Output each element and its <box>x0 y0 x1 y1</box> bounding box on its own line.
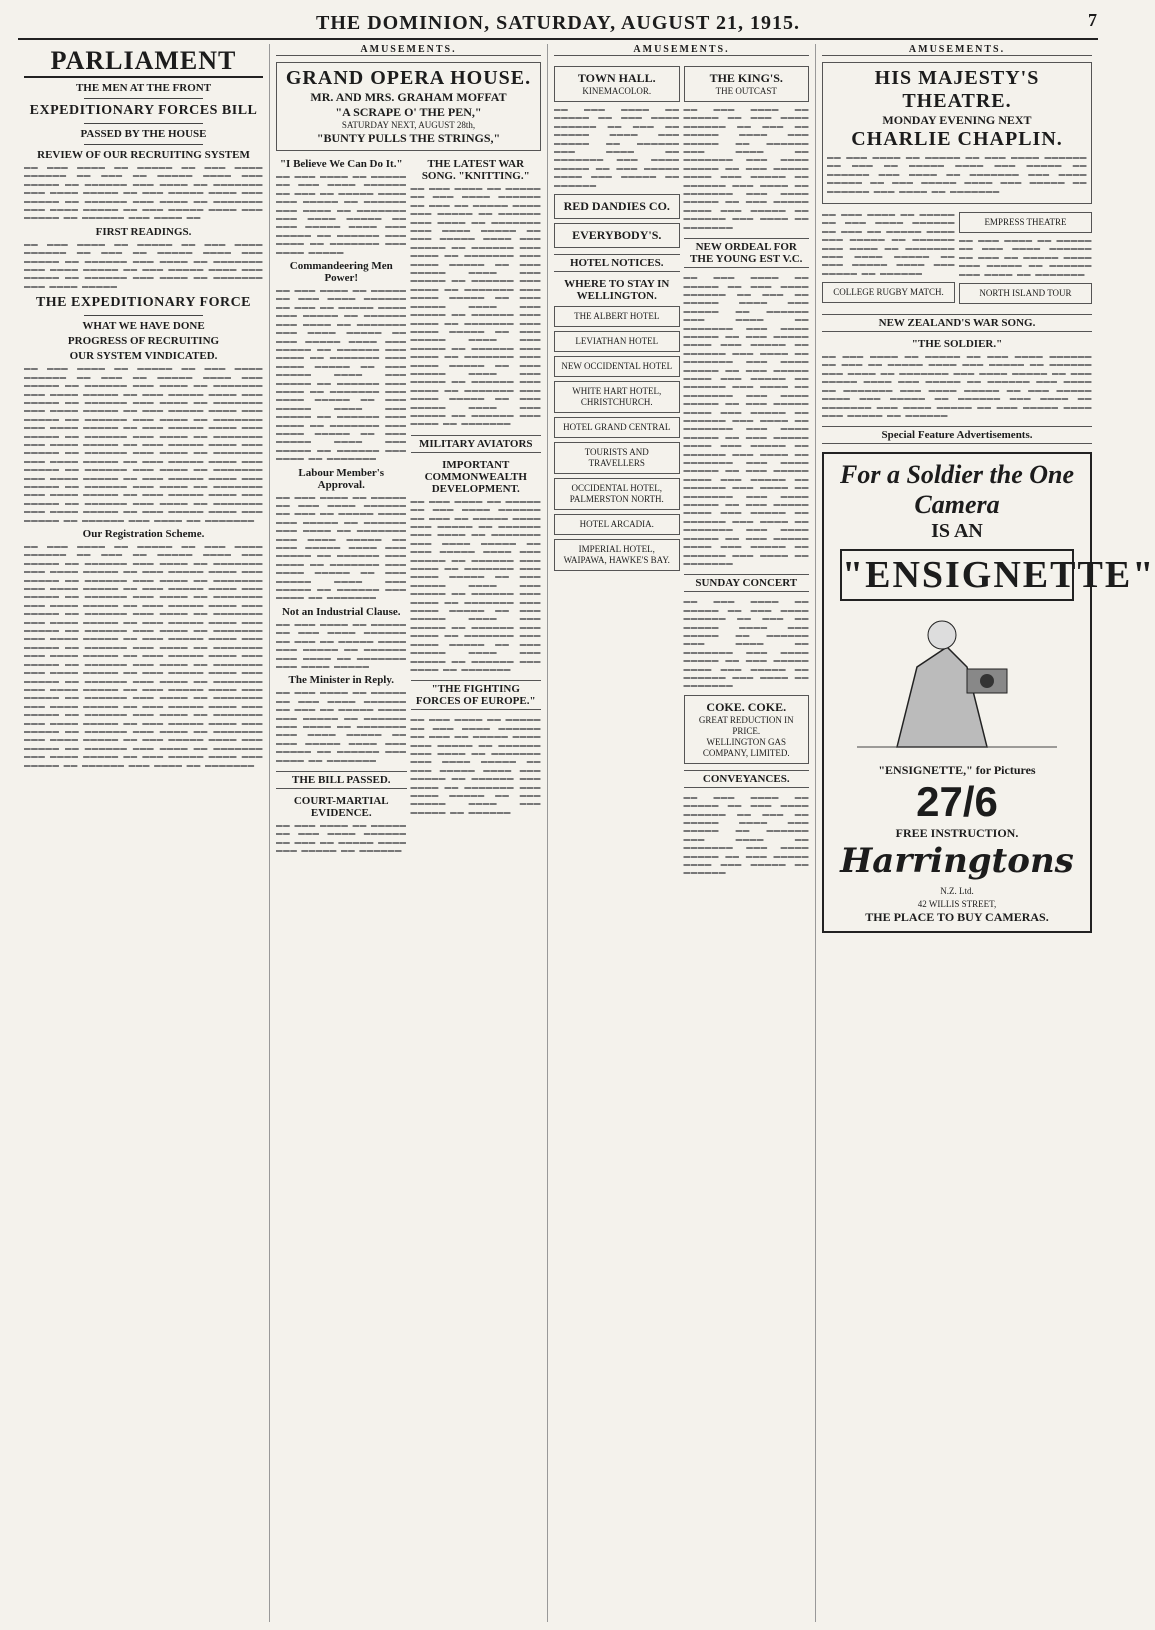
hotel-ad <box>554 539 680 571</box>
majestys-theatre: HIS MAJESTY'S THEATRE. <box>874 67 1040 112</box>
majestys-ad <box>822 62 1092 204</box>
grand-central-hotel: HOTEL GRAND CENTRAL <box>563 422 671 433</box>
camera-illustration-icon <box>837 607 1077 757</box>
column-amusements-1 <box>270 44 548 1622</box>
column-amusements-2 <box>548 44 816 1622</box>
commandeering-heading: Commandeering Men Power! <box>289 260 393 285</box>
article-body: ▬▬ ▬▬▬ ▬▬▬▬ ▬▬ ▬▬▬▬▬ ▬▬ ▬▬▬ ▬▬▬▬ ▬▬▬▬▬▬ ▬▬ ▬▬▬ ▬▬ ▬▬▬▬▬ ▬▬▬▬ ▬▬▬ ▬▬▬▬▬ ▬▬ ▬▬▬▬▬▬ ▬▬▬ ▬▬▬▬ ▬▬ ▬▬▬▬▬▬▬ ▬▬▬ ▬▬▬▬ ▬▬▬▬▬ ▬▬ ▬▬▬ ▬▬▬▬▬ ▬▬▬▬ ▬▬▬ ▬▬▬▬▬ ▬▬ ▬▬▬▬▬▬ ▬▬▬ ▬▬▬▬ ▬▬ ▬▬▬▬▬▬▬ ▬▬▬ ▬▬▬▬ ▬▬▬▬▬ <box>24 240 263 290</box>
section-label: AMUSEMENTS. <box>554 44 809 56</box>
red-dandies: RED DANDIES CO. <box>563 199 670 214</box>
hotel-ad <box>554 417 680 438</box>
passed-heading: PASSED BY THE HOUSE <box>80 128 207 140</box>
coke-title: COKE. COKE. <box>706 699 787 714</box>
divider <box>84 123 204 124</box>
war-song-title: NEW ZEALAND'S WAR SONG. <box>822 314 1092 332</box>
arcadia-hotel: HOTEL ARCADIA. <box>579 519 654 530</box>
article-body: ▬▬ ▬▬▬ ▬▬▬▬ ▬▬ ▬▬▬▬▬ ▬▬ ▬▬▬ ▬▬▬▬ ▬▬▬▬▬▬ ▬▬ ▬▬▬ ▬▬ ▬▬▬▬▬ ▬▬▬▬ ▬▬▬ ▬▬▬▬▬ ▬▬ ▬▬▬▬▬▬ <box>276 821 407 855</box>
play-title-2: "BUNTY PULLS THE STRINGS," <box>316 131 501 145</box>
bill-heading: EXPEDITIONARY FORCES BILL <box>29 103 258 118</box>
address: 42 WILLIS STREET, <box>917 899 997 910</box>
ad-body: ▬▬ ▬▬▬ ▬▬▬▬ ▬▬ ▬▬▬▬▬ ▬▬ ▬▬▬ ▬▬▬▬ ▬▬▬▬▬▬ ▬▬ ▬▬▬ ▬▬ ▬▬▬▬▬ ▬▬▬▬ ▬▬▬ ▬▬▬▬▬ ▬▬ ▬▬▬▬▬▬ ▬▬▬ ▬▬▬▬ ▬▬ ▬▬▬▬▬▬▬ ▬▬▬ ▬▬▬▬ ▬▬▬▬▬ ▬▬ ▬▬▬ ▬▬▬▬▬ ▬▬▬▬ ▬▬▬ ▬▬▬▬▬ ▬▬ ▬▬▬▬▬▬ <box>683 793 809 877</box>
empress-ad <box>959 212 1092 233</box>
two-column-ads <box>554 62 809 881</box>
occidental-hotel: NEW OCCIDENTAL HOTEL <box>561 361 673 372</box>
bill-passed-heading: THE BILL PASSED. <box>276 771 407 789</box>
hotel-ad <box>554 331 680 352</box>
coke-ad <box>684 695 810 764</box>
monday-next: MONDAY EVENING NEXT <box>882 113 1032 127</box>
believe-heading: "I Believe We Can Do It." <box>279 158 403 170</box>
hotel-ad <box>554 306 680 327</box>
brand-suffix: N.Z. Ltd. <box>940 886 974 897</box>
kings: THE KING'S. <box>709 71 783 85</box>
town-hall-ad <box>554 66 680 102</box>
everybodys-ad <box>554 223 680 248</box>
masthead-title: THE DOMINION, SATURDAY, AUGUST 21, 1915. <box>316 11 800 34</box>
ad-body: ▬▬ ▬▬▬ ▬▬▬▬ ▬▬ ▬▬▬▬▬ ▬▬ ▬▬▬ ▬▬▬▬ ▬▬▬▬▬▬ ▬▬ ▬▬▬ ▬▬ ▬▬▬▬▬ ▬▬▬▬ ▬▬▬ ▬▬▬▬▬ ▬▬ ▬▬▬▬▬▬ ▬▬▬ ▬▬▬▬ ▬▬ ▬▬▬▬▬▬▬ <box>959 237 1092 278</box>
progress-heading: PROGRESS OF RECRUITING <box>67 335 220 348</box>
exp-force-heading: THE EXPEDITIONARY FORCE <box>35 295 252 311</box>
article-body: ▬▬ ▬▬▬ ▬▬▬▬ ▬▬ ▬▬▬▬▬ ▬▬ ▬▬▬ ▬▬▬▬ ▬▬▬▬▬▬ ▬▬ ▬▬▬ ▬▬ ▬▬▬▬▬ ▬▬▬▬ ▬▬▬ ▬▬▬▬▬ ▬▬ ▬▬▬▬▬▬ ▬▬▬ ▬▬▬▬ ▬▬ ▬▬▬▬▬▬▬ ▬▬▬ ▬▬▬▬ ▬▬▬▬▬ ▬▬ ▬▬▬ ▬▬▬▬▬ ▬▬▬▬ ▬▬▬ ▬▬▬▬▬ ▬▬ ▬▬▬▬▬▬ ▬▬▬ ▬▬▬▬ ▬▬ ▬▬▬▬▬▬▬ ▬▬▬ ▬▬▬▬ ▬▬▬▬▬ <box>276 173 407 256</box>
section-label: AMUSEMENTS. <box>822 44 1092 56</box>
what-done-heading: WHAT WE HAVE DONE <box>82 320 205 333</box>
hotel-ad <box>554 356 680 377</box>
ad-body: ▬▬ ▬▬▬ ▬▬▬▬ ▬▬ ▬▬▬▬▬ ▬▬ ▬▬▬ ▬▬▬▬ ▬▬▬▬▬▬ ▬▬ ▬▬▬ ▬▬ ▬▬▬▬▬ ▬▬▬▬ ▬▬▬ ▬▬▬▬▬ ▬▬ ▬▬▬▬▬▬ ▬▬▬ ▬▬▬▬ ▬▬ ▬▬▬▬▬▬▬ ▬▬▬ ▬▬▬▬ ▬▬▬▬▬ ▬▬ ▬▬▬ ▬▬▬▬▬ ▬▬▬▬ ▬▬▬ ▬▬▬▬▬ ▬▬ ▬▬▬▬▬▬ <box>554 106 680 189</box>
price: 27/6 <box>916 778 998 826</box>
town-hall: TOWN HALL. <box>577 71 656 85</box>
kings-ad <box>684 66 810 102</box>
ad-body: ▬▬ ▬▬▬ ▬▬▬▬ ▬▬ ▬▬▬▬▬ ▬▬ ▬▬▬ ▬▬▬▬ ▬▬▬▬▬▬ ▬▬ ▬▬▬ ▬▬ ▬▬▬▬▬ ▬▬▬▬ ▬▬▬ ▬▬▬▬▬ ▬▬ ▬▬▬▬▬▬ ▬▬▬ ▬▬▬▬ ▬▬ ▬▬▬▬▬▬▬ ▬▬▬ ▬▬▬▬ ▬▬▬▬▬ ▬▬ ▬▬▬ ▬▬▬▬▬ ▬▬▬▬ ▬▬▬ ▬▬▬▬▬ ▬▬ ▬▬▬▬▬▬ ▬▬▬ ▬▬▬▬ ▬▬ ▬▬▬▬▬▬▬ <box>827 154 1087 195</box>
kicker: THE MEN AT THE FRONT <box>75 82 212 94</box>
slogan: THE PLACE TO BUY CAMERAS. <box>865 910 1049 925</box>
page-number: 7 <box>1088 10 1098 30</box>
article-body: ▬▬ ▬▬▬ ▬▬▬▬ ▬▬ ▬▬▬▬▬ ▬▬ ▬▬▬ ▬▬▬▬ ▬▬▬▬▬▬ ▬▬ ▬▬▬ ▬▬ ▬▬▬▬▬ ▬▬▬▬ ▬▬▬ ▬▬▬▬▬ ▬▬ ▬▬▬▬▬▬ ▬▬▬ ▬▬▬▬ ▬▬ ▬▬▬▬▬▬▬ ▬▬▬ ▬▬▬▬ ▬▬▬▬▬ ▬▬ ▬▬▬ ▬▬▬▬▬ ▬▬▬▬ ▬▬▬ ▬▬▬▬▬ ▬▬ ▬▬▬▬▬▬ ▬▬▬ ▬▬▬▬ ▬▬ ▬▬▬▬▬▬▬ ▬▬▬ ▬▬▬▬ ▬▬▬▬▬ ▬▬ ▬▬▬ ▬▬▬▬▬ ▬▬▬▬ ▬▬▬ ▬▬▬▬▬ ▬▬ ▬▬▬▬▬▬ <box>410 716 541 816</box>
coke-line: GREAT REDUCTION IN PRICE. <box>698 714 794 736</box>
ad-body: ▬▬ ▬▬▬ ▬▬▬▬ ▬▬ ▬▬▬▬▬ ▬▬ ▬▬▬ ▬▬▬▬ ▬▬▬▬▬▬ ▬▬ ▬▬▬ ▬▬ ▬▬▬▬▬ ▬▬▬▬ ▬▬▬ ▬▬▬▬▬ ▬▬ ▬▬▬▬▬▬ ▬▬▬ ▬▬▬▬ ▬▬ ▬▬▬▬▬▬▬ ▬▬▬ ▬▬▬▬ ▬▬▬▬▬ ▬▬ ▬▬▬ ▬▬▬▬▬ ▬▬▬▬ ▬▬▬ ▬▬▬▬▬ ▬▬ ▬▬▬▬▬▬ ▬▬▬ ▬▬▬▬ ▬▬ ▬▬▬▬▬▬▬ ▬▬▬ ▬▬▬▬ ▬▬▬▬▬ ▬▬ ▬▬▬ ▬▬▬▬▬ ▬▬▬▬ ▬▬▬ ▬▬▬▬▬ ▬▬ ▬▬▬▬▬▬ ▬▬▬ ▬▬▬▬ ▬▬ ▬▬▬▬▬▬▬ <box>683 106 809 231</box>
kinemacolor: KINEMACOLOR. <box>582 86 652 96</box>
north-island-tour: NORTH ISLAND TOUR <box>979 288 1072 299</box>
article-body: ▬▬ ▬▬▬ ▬▬▬▬ ▬▬ ▬▬▬▬▬ ▬▬ ▬▬▬ ▬▬▬▬ ▬▬▬▬▬▬ ▬▬ ▬▬▬ ▬▬ ▬▬▬▬▬ ▬▬▬▬ ▬▬▬ ▬▬▬▬▬ ▬▬ ▬▬▬▬▬▬ ▬▬▬ ▬▬▬▬ ▬▬ ▬▬▬▬▬▬▬ ▬▬▬ ▬▬▬▬ ▬▬▬▬▬ ▬▬ ▬▬▬ ▬▬▬▬▬ ▬▬▬▬ ▬▬▬ ▬▬▬▬▬ ▬▬ ▬▬▬▬▬▬ ▬▬▬ ▬▬▬▬ ▬▬ ▬▬▬▬▬▬▬ ▬▬▬ ▬▬▬▬ ▬▬▬▬▬ ▬▬ ▬▬▬ ▬▬▬▬▬ ▬▬▬▬ ▬▬▬ ▬▬▬▬▬ ▬▬ ▬▬▬▬▬▬ ▬▬▬ ▬▬▬▬ ▬▬ ▬▬▬▬▬▬▬ ▬▬▬ ▬▬▬▬ ▬▬▬▬▬ ▬▬ ▬▬▬ ▬▬▬▬▬ ▬▬▬▬ ▬▬▬ ▬▬▬▬▬ ▬▬ ▬▬▬▬▬▬ ▬▬▬ ▬▬▬▬ ▬▬ ▬▬▬▬▬▬▬ ▬▬▬ ▬▬▬▬ ▬▬▬▬▬ ▬▬ ▬▬▬ ▬▬▬▬▬ ▬▬▬▬ ▬▬▬ ▬▬▬▬▬ ▬▬ ▬▬▬▬▬▬ ▬▬▬ ▬▬▬▬ ▬▬ ▬▬▬▬▬▬▬ ▬▬▬ ▬▬▬▬ ▬▬▬▬▬ ▬▬ ▬▬▬ ▬▬▬▬▬ ▬▬▬▬ ▬▬▬ ▬▬▬▬▬ ▬▬ ▬▬▬▬▬▬ ▬▬▬ ▬▬▬▬ ▬▬ ▬▬▬▬▬▬▬ ▬▬▬ ▬▬▬▬ ▬▬▬▬▬ ▬▬ ▬▬▬ ▬▬▬▬▬ ▬▬▬▬ ▬▬▬ ▬▬▬▬▬ ▬▬ ▬▬▬▬▬▬ ▬▬▬ ▬▬▬▬ ▬▬ ▬▬▬▬▬▬▬ <box>410 185 541 428</box>
article-body: ▬▬ ▬▬▬ ▬▬▬▬ ▬▬ ▬▬▬▬▬ ▬▬ ▬▬▬ ▬▬▬▬ ▬▬▬▬▬▬ ▬▬ ▬▬▬ ▬▬ ▬▬▬▬▬ ▬▬▬▬ ▬▬▬ ▬▬▬▬▬ ▬▬ ▬▬▬▬▬▬ ▬▬▬ ▬▬▬▬ ▬▬ ▬▬▬▬▬▬▬ ▬▬▬ ▬▬▬▬ ▬▬▬▬▬ ▬▬ ▬▬▬ ▬▬▬▬▬ ▬▬▬▬ ▬▬▬ ▬▬▬▬▬ ▬▬ ▬▬▬▬▬▬ ▬▬▬ ▬▬▬▬ ▬▬ ▬▬▬▬▬▬▬ ▬▬▬ ▬▬▬▬ ▬▬▬▬▬ ▬▬ ▬▬▬ ▬▬▬▬▬ ▬▬▬▬ ▬▬▬ ▬▬▬▬▬ ▬▬ ▬▬▬▬▬▬ ▬▬▬ ▬▬▬▬ ▬▬ ▬▬▬▬▬▬▬ ▬▬▬ ▬▬▬▬ ▬▬▬▬▬ ▬▬ ▬▬▬ ▬▬▬▬▬ ▬▬▬▬ ▬▬▬ ▬▬▬▬▬ ▬▬ ▬▬▬▬▬▬ ▬▬▬ ▬▬▬▬ ▬▬ ▬▬▬▬▬▬▬ ▬▬▬ ▬▬▬▬ ▬▬▬▬▬ ▬▬ ▬▬▬ ▬▬▬▬▬ ▬▬▬▬ ▬▬▬ ▬▬▬▬▬ ▬▬ ▬▬▬▬▬▬ ▬▬▬ ▬▬▬▬ ▬▬ ▬▬▬▬▬▬▬ ▬▬▬ ▬▬▬▬ ▬▬▬▬▬ ▬▬ ▬▬▬ ▬▬▬▬▬ ▬▬▬▬ ▬▬▬ ▬▬▬▬▬ ▬▬ ▬▬▬▬▬▬ ▬▬▬ ▬▬▬▬ ▬▬ ▬▬▬▬▬▬▬ ▬▬▬ ▬▬▬▬ ▬▬▬▬▬ ▬▬ ▬▬▬ ▬▬▬▬▬ ▬▬▬▬ ▬▬▬ ▬▬▬▬▬ ▬▬ ▬▬▬▬▬▬ ▬▬▬ ▬▬▬▬ ▬▬ ▬▬▬▬▬▬▬ ▬▬▬ ▬▬▬▬ ▬▬▬▬▬ ▬▬ ▬▬▬ ▬▬▬▬▬ ▬▬▬▬ ▬▬▬ ▬▬▬▬▬ ▬▬ ▬▬▬▬▬▬ ▬▬▬ ▬▬▬▬ ▬▬ ▬▬▬▬▬▬▬ ▬▬▬ ▬▬▬▬ ▬▬▬▬▬ ▬▬ ▬▬▬ ▬▬▬▬▬ ▬▬▬▬ ▬▬▬ ▬▬▬▬▬ ▬▬ ▬▬▬▬▬▬ ▬▬▬ ▬▬▬▬ ▬▬ ▬▬▬▬▬▬▬ ▬▬▬ ▬▬▬▬ ▬▬▬▬▬ ▬▬ ▬▬▬ ▬▬▬▬▬ ▬▬▬▬ ▬▬▬ ▬▬▬▬▬ ▬▬ ▬▬▬▬▬▬ ▬▬▬ ▬▬▬▬ ▬▬ ▬▬▬▬▬▬▬ ▬▬▬ ▬▬▬▬ ▬▬▬▬▬ ▬▬ ▬▬▬ ▬▬▬▬▬ ▬▬▬▬ ▬▬▬ ▬▬▬▬▬ ▬▬ ▬▬▬▬▬▬ ▬▬▬ ▬▬▬▬ ▬▬ ▬▬▬▬▬▬▬ ▬▬▬ ▬▬▬▬ ▬▬▬▬▬ ▬▬ ▬▬▬ ▬▬▬▬▬ ▬▬▬▬ ▬▬▬ ▬▬▬▬▬ ▬▬ ▬▬▬▬▬▬ ▬▬▬ ▬▬▬▬ ▬▬ ▬▬▬▬▬▬▬ ▬▬▬ ▬▬▬▬ ▬▬▬▬▬ ▬▬ ▬▬▬ ▬▬▬▬▬ ▬▬▬▬ ▬▬▬ ▬▬▬▬▬ ▬▬ ▬▬▬▬▬▬ ▬▬▬ ▬▬▬▬ ▬▬ ▬▬▬▬▬▬▬ <box>24 543 263 769</box>
special-heading: Special Feature Advertisements. <box>822 426 1092 444</box>
aviators-heading: MILITARY AVIATORS <box>411 435 542 453</box>
column-amusements-3 <box>816 44 1155 1622</box>
article-body: ▬▬ ▬▬▬ ▬▬▬▬ ▬▬ ▬▬▬▬▬ ▬▬ ▬▬▬ ▬▬▬▬ ▬▬▬▬▬▬ ▬▬ ▬▬▬ ▬▬ ▬▬▬▬▬ ▬▬▬▬ ▬▬▬ ▬▬▬▬▬ ▬▬ ▬▬▬▬▬▬ ▬▬▬ ▬▬▬▬ ▬▬ ▬▬▬▬▬▬▬ ▬▬▬ ▬▬▬▬ ▬▬▬▬▬ ▬▬ ▬▬▬ ▬▬▬▬▬ ▬▬▬▬ ▬▬▬ ▬▬▬▬▬ ▬▬ ▬▬▬▬▬▬ ▬▬▬ ▬▬▬▬ ▬▬ ▬▬▬▬▬▬▬ ▬▬▬ ▬▬▬▬ ▬▬▬▬▬ ▬▬ ▬▬▬ ▬▬▬▬▬ ▬▬▬▬ ▬▬▬ ▬▬▬▬▬ ▬▬ ▬▬▬▬▬▬ ▬▬▬ ▬▬▬▬ ▬▬ ▬▬▬▬▬▬▬ ▬▬▬ ▬▬▬▬ ▬▬▬▬▬ ▬▬ ▬▬▬ ▬▬▬▬▬ ▬▬▬▬ ▬▬▬ ▬▬▬▬▬ ▬▬ ▬▬▬▬▬▬ ▬▬▬ ▬▬▬▬ ▬▬ ▬▬▬▬▬▬▬ ▬▬▬ ▬▬▬▬ ▬▬▬▬▬ ▬▬ ▬▬▬ ▬▬▬▬▬ ▬▬▬▬ ▬▬▬ ▬▬▬▬▬ ▬▬ ▬▬▬▬▬▬ ▬▬▬ ▬▬▬▬ ▬▬ ▬▬▬▬▬▬▬ ▬▬▬ ▬▬▬▬ ▬▬▬▬▬ ▬▬ ▬▬▬ ▬▬▬▬▬ ▬▬▬▬ ▬▬▬ ▬▬▬▬▬ ▬▬ ▬▬▬▬▬▬ ▬▬▬ ▬▬▬▬ ▬▬ ▬▬▬▬▬▬▬ ▬▬▬ ▬▬▬▬ ▬▬▬▬▬ ▬▬ ▬▬▬ ▬▬▬▬▬ ▬▬▬▬ ▬▬▬ ▬▬▬▬▬ ▬▬ ▬▬▬▬▬▬ ▬▬▬ ▬▬▬▬ ▬▬ ▬▬▬▬▬▬▬ ▬▬▬ ▬▬▬▬ ▬▬▬▬▬ ▬▬ ▬▬▬ ▬▬▬▬▬ ▬▬▬▬ ▬▬▬ ▬▬▬▬▬ ▬▬ ▬▬▬▬▬▬ ▬▬▬ ▬▬▬▬ ▬▬ ▬▬▬▬▬▬▬ ▬▬▬ ▬▬▬▬ ▬▬▬▬▬ ▬▬ ▬▬▬ ▬▬▬▬▬ ▬▬▬▬ ▬▬▬ ▬▬▬▬▬ ▬▬ ▬▬▬▬▬▬ ▬▬▬ ▬▬▬▬ ▬▬ ▬▬▬▬▬▬▬ <box>24 365 263 524</box>
fighting-forces-heading: "THE FIGHTING FORCES OF EUROPE." <box>411 680 542 710</box>
tourists: TOURISTS AND TRAVELLERS <box>584 447 649 469</box>
labour-heading: Labour Member's Approval. <box>298 466 385 491</box>
article-body: ▬▬ ▬▬▬ ▬▬▬▬ ▬▬ ▬▬▬▬▬ ▬▬ ▬▬▬ ▬▬▬▬ ▬▬▬▬▬▬ ▬▬ ▬▬▬ ▬▬ ▬▬▬▬▬ ▬▬▬▬ ▬▬▬ ▬▬▬▬▬ ▬▬ ▬▬▬▬▬▬ ▬▬▬ ▬▬▬▬ ▬▬ ▬▬▬▬▬▬▬ ▬▬▬ ▬▬▬▬ ▬▬▬▬▬ ▬▬ ▬▬▬ ▬▬▬▬▬ ▬▬▬▬ ▬▬▬ ▬▬▬▬▬ ▬▬ ▬▬▬▬▬▬ ▬▬▬ ▬▬▬▬ ▬▬ ▬▬▬▬▬▬▬ <box>683 598 809 690</box>
article-body: ▬▬ ▬▬▬ ▬▬▬▬ ▬▬ ▬▬▬▬▬ ▬▬ ▬▬▬ ▬▬▬▬ ▬▬▬▬▬▬ ▬▬ ▬▬▬ ▬▬ ▬▬▬▬▬ ▬▬▬▬ ▬▬▬ ▬▬▬▬▬ ▬▬ ▬▬▬▬▬▬ ▬▬▬ ▬▬▬▬ ▬▬ ▬▬▬▬▬▬▬ ▬▬▬ ▬▬▬▬ ▬▬▬▬▬ ▬▬ ▬▬▬ ▬▬▬▬▬ ▬▬▬▬ ▬▬▬ ▬▬▬▬▬ ▬▬ ▬▬▬▬▬▬ ▬▬▬ ▬▬▬▬ ▬▬ ▬▬▬▬▬▬▬ ▬▬▬ ▬▬▬▬ ▬▬▬▬▬ ▬▬ ▬▬▬ ▬▬▬▬▬ ▬▬▬▬ ▬▬▬ ▬▬▬▬▬ ▬▬ ▬▬▬▬▬▬ ▬▬▬ ▬▬▬▬ ▬▬ ▬▬▬▬▬▬▬ ▬▬▬ ▬▬▬▬ ▬▬▬▬▬ ▬▬ ▬▬▬ ▬▬▬▬▬ ▬▬▬▬ ▬▬▬ ▬▬▬▬▬ ▬▬ ▬▬▬▬▬▬ ▬▬▬ ▬▬▬▬ ▬▬ ▬▬▬▬▬▬▬ ▬▬▬ ▬▬▬▬ ▬▬▬▬▬ ▬▬ ▬▬▬ ▬▬▬▬▬ ▬▬▬▬ ▬▬▬ ▬▬▬▬▬ ▬▬ ▬▬▬▬▬▬ ▬▬▬ ▬▬▬▬ ▬▬ ▬▬▬▬▬▬▬ <box>276 287 407 463</box>
red-dandies-ad <box>554 194 680 219</box>
college-match: COLLEGE RUGBY MATCH. <box>833 287 944 298</box>
first-readings-heading: FIRST READINGS. <box>95 225 192 238</box>
court-martial-heading: COURT-MARTIAL EVIDENCE. <box>293 794 389 819</box>
masthead <box>18 8 1098 40</box>
hotel-ad <box>554 478 680 510</box>
opera-house-ad <box>276 62 541 151</box>
hotel-ad <box>554 442 680 474</box>
article-body: ▬▬ ▬▬▬ ▬▬▬▬ ▬▬ ▬▬▬▬▬ ▬▬ ▬▬▬ ▬▬▬▬ ▬▬▬▬▬▬ ▬▬ ▬▬▬ ▬▬ ▬▬▬▬▬ ▬▬▬▬ ▬▬▬ ▬▬▬▬▬ ▬▬ ▬▬▬▬▬▬ ▬▬▬ ▬▬▬▬ ▬▬ ▬▬▬▬▬▬▬ ▬▬▬ ▬▬▬▬ ▬▬▬▬▬ ▬▬ ▬▬▬ ▬▬▬▬▬ ▬▬▬▬ ▬▬▬ ▬▬▬▬▬ ▬▬ ▬▬▬▬▬▬ ▬▬▬ ▬▬▬▬ ▬▬ ▬▬▬▬▬▬▬ ▬▬▬ ▬▬▬▬ ▬▬▬▬▬ ▬▬ ▬▬▬ ▬▬▬▬▬ ▬▬▬▬ ▬▬▬ ▬▬▬▬▬ ▬▬ ▬▬▬▬▬▬ ▬▬▬ ▬▬▬▬ ▬▬ <box>24 164 263 222</box>
imperial-hotel: IMPERIAL HOTEL, WAIPAWA, HAWKE'S BAY. <box>563 544 670 566</box>
empress-theatre: EMPRESS THEATRE <box>984 217 1067 228</box>
sunday-concert-heading: SUNDAY CONCERT <box>684 574 810 592</box>
ad-body: ▬▬ ▬▬▬ ▬▬▬▬ ▬▬ ▬▬▬▬▬ ▬▬ ▬▬▬ ▬▬▬▬ ▬▬▬▬▬▬ ▬▬ ▬▬▬ ▬▬ ▬▬▬▬▬ ▬▬▬▬ ▬▬▬ ▬▬▬▬▬ ▬▬ ▬▬▬▬▬▬ ▬▬▬ ▬▬▬▬ ▬▬ ▬▬▬▬▬▬▬ ▬▬▬ ▬▬▬▬ ▬▬▬▬▬ ▬▬ ▬▬▬ ▬▬▬▬▬ ▬▬▬▬ ▬▬▬ ▬▬▬▬▬ ▬▬ ▬▬▬▬▬▬ <box>822 211 955 277</box>
ensignette-logo: "ENSIGNETTE" <box>840 549 1074 601</box>
review-heading: REVIEW OF OUR RECRUITING SYSTEM <box>37 149 250 161</box>
north-island-ad <box>959 283 1092 304</box>
occidental-palmerston: OCCIDENTAL HOTEL, PALMERSTON NORTH. <box>569 483 664 505</box>
outcast: THE OUTCAST <box>715 86 777 96</box>
aviators-sub: IMPORTANT COMMONWEALTH DEVELOPMENT. <box>424 458 527 495</box>
registration-heading: Our Registration Scheme. <box>82 528 205 540</box>
college-ad <box>822 282 955 303</box>
war-song-heading: THE LATEST WAR SONG. "KNITTING." <box>421 158 530 182</box>
albert-hotel: THE ALBERT HOTEL <box>574 311 660 322</box>
section-label: AMUSEMENTS. <box>276 44 541 56</box>
ordeal-heading: NEW ORDEAL FOR THE YOUNG EST V.C. <box>684 238 810 268</box>
conveyances-heading: CONVEYANCES. <box>684 770 810 788</box>
everybodys: EVERYBODY'S. <box>572 228 662 243</box>
where-to-stay: WHERE TO STAY IN WELLINGTON. <box>564 278 670 303</box>
article-body: ▬▬ ▬▬▬ ▬▬▬▬ ▬▬ ▬▬▬▬▬ ▬▬ ▬▬▬ ▬▬▬▬ ▬▬▬▬▬▬ ▬▬ ▬▬▬ ▬▬ ▬▬▬▬▬ ▬▬▬▬ ▬▬▬ ▬▬▬▬▬ ▬▬ ▬▬▬▬▬▬ ▬▬▬ ▬▬▬▬ ▬▬ ▬▬▬▬▬▬▬ ▬▬▬ ▬▬▬▬ ▬▬▬▬▬ <box>276 620 407 670</box>
article-body: ▬▬ ▬▬▬ ▬▬▬▬ ▬▬ ▬▬▬▬▬ ▬▬ ▬▬▬ ▬▬▬▬ ▬▬▬▬▬▬ ▬▬ ▬▬▬ ▬▬ ▬▬▬▬▬ ▬▬▬▬ ▬▬▬ ▬▬▬▬▬ ▬▬ ▬▬▬▬▬▬ ▬▬▬ ▬▬▬▬ ▬▬ ▬▬▬▬▬▬▬ ▬▬▬ ▬▬▬▬ ▬▬▬▬▬ ▬▬ ▬▬▬ ▬▬▬▬▬ ▬▬▬▬ ▬▬▬ ▬▬▬▬▬ ▬▬ ▬▬▬▬▬▬ ▬▬▬ ▬▬▬▬ ▬▬ ▬▬▬▬▬▬▬ <box>276 689 407 764</box>
two-column-ads <box>822 208 1092 308</box>
divider <box>84 315 204 316</box>
harringtons-logo: Harringtons <box>840 841 1074 882</box>
play-date: SATURDAY NEXT, AUGUST 28th, <box>341 120 476 130</box>
theatre-name: GRAND OPERA HOUSE. <box>285 67 532 89</box>
hotel-ad <box>554 381 680 413</box>
divider <box>84 144 204 145</box>
play-title: "A SCRAPE O' THE PEN," <box>335 105 482 119</box>
article-body: ▬▬ ▬▬▬ ▬▬▬▬ ▬▬ ▬▬▬▬▬ ▬▬ ▬▬▬ ▬▬▬▬ ▬▬▬▬▬▬ ▬▬ ▬▬▬ ▬▬ ▬▬▬▬▬ ▬▬▬▬ ▬▬▬ ▬▬▬▬▬ ▬▬ ▬▬▬▬▬▬ ▬▬▬ ▬▬▬▬ ▬▬ ▬▬▬▬▬▬▬ ▬▬▬ ▬▬▬▬ ▬▬▬▬▬ ▬▬ ▬▬▬ ▬▬▬▬▬ ▬▬▬▬ ▬▬▬ ▬▬▬▬▬ ▬▬ ▬▬▬▬▬▬ ▬▬▬ ▬▬▬▬ ▬▬ ▬▬▬▬▬▬▬ ▬▬▬ ▬▬▬▬ ▬▬▬▬▬ ▬▬ ▬▬▬ ▬▬▬▬▬ ▬▬▬▬ ▬▬▬ ▬▬▬▬▬ ▬▬ ▬▬▬▬▬▬ ▬▬▬ ▬▬▬▬ ▬▬ ▬▬▬▬▬▬▬ <box>276 493 407 602</box>
hotel-notices-heading: HOTEL NOTICES. <box>554 254 680 272</box>
article-body: ▬▬ ▬▬▬ ▬▬▬▬ ▬▬ ▬▬▬▬▬ ▬▬ ▬▬▬ ▬▬▬▬ ▬▬▬▬▬▬ ▬▬ ▬▬▬ ▬▬ ▬▬▬▬▬ ▬▬▬▬ ▬▬▬ ▬▬▬▬▬ ▬▬ ▬▬▬▬▬▬ ▬▬▬ ▬▬▬▬ ▬▬ ▬▬▬▬▬▬▬ ▬▬▬ ▬▬▬▬ ▬▬▬▬▬ ▬▬ ▬▬▬ ▬▬▬▬▬ ▬▬▬▬ ▬▬▬ ▬▬▬▬▬ ▬▬ ▬▬▬▬▬▬ ▬▬▬ ▬▬▬▬ ▬▬ ▬▬▬▬▬▬▬ ▬▬▬ ▬▬▬▬ ▬▬▬▬▬ ▬▬ ▬▬▬ ▬▬▬▬▬ ▬▬▬▬ ▬▬▬ ▬▬▬▬▬ ▬▬ ▬▬▬▬▬▬ ▬▬▬ ▬▬▬▬ ▬▬ ▬▬▬▬▬▬▬ ▬▬▬ ▬▬▬▬ ▬▬▬▬▬ ▬▬ ▬▬▬ ▬▬▬▬▬ ▬▬▬▬ ▬▬▬ ▬▬▬▬▬ ▬▬ ▬▬▬▬▬▬ ▬▬▬ ▬▬▬▬ ▬▬ ▬▬▬▬▬▬▬ ▬▬▬ ▬▬▬▬ ▬▬▬▬▬ ▬▬ ▬▬▬ ▬▬▬▬▬ ▬▬▬▬ ▬▬▬ ▬▬▬▬▬ ▬▬ ▬▬▬▬▬▬ ▬▬▬ ▬▬▬▬ ▬▬ ▬▬▬▬▬▬▬ ▬▬▬ ▬▬▬▬ ▬▬▬▬▬ ▬▬ ▬▬▬ ▬▬▬▬▬ ▬▬▬▬ ▬▬▬ ▬▬▬▬▬ ▬▬ ▬▬▬▬▬▬ ▬▬▬ ▬▬▬▬ ▬▬ ▬▬▬▬▬▬▬ ▬▬▬ ▬▬▬▬ ▬▬▬▬▬ ▬▬ ▬▬▬ ▬▬▬▬▬ ▬▬▬▬ ▬▬▬ ▬▬▬▬▬ ▬▬ ▬▬▬▬▬▬ ▬▬▬ ▬▬▬▬ ▬▬ ▬▬▬▬▬▬▬ ▬▬▬ ▬▬▬▬ ▬▬▬▬▬ ▬▬ ▬▬▬ ▬▬▬▬▬ ▬▬▬▬ ▬▬▬ ▬▬▬▬▬ ▬▬ ▬▬▬▬▬▬ ▬▬▬ ▬▬▬▬ ▬▬ ▬▬▬▬▬▬▬ <box>683 274 809 567</box>
article-body: ▬▬ ▬▬▬ ▬▬▬▬ ▬▬ ▬▬▬▬▬ ▬▬ ▬▬▬ ▬▬▬▬ ▬▬▬▬▬▬ ▬▬ ▬▬▬ ▬▬ ▬▬▬▬▬ ▬▬▬▬ ▬▬▬ ▬▬▬▬▬ ▬▬ ▬▬▬▬▬▬ ▬▬▬ ▬▬▬▬ ▬▬ ▬▬▬▬▬▬▬ ▬▬▬ ▬▬▬▬ ▬▬▬▬▬ ▬▬ ▬▬▬ ▬▬▬▬▬ ▬▬▬▬ ▬▬▬ ▬▬▬▬▬ ▬▬ ▬▬▬▬▬▬ ▬▬▬ ▬▬▬▬ ▬▬ ▬▬▬▬▬▬▬ ▬▬▬ ▬▬▬▬ ▬▬▬▬▬ ▬▬ ▬▬▬ ▬▬▬▬▬ ▬▬▬▬ ▬▬▬ ▬▬▬▬▬ ▬▬ ▬▬▬▬▬▬ ▬▬▬ ▬▬▬▬ ▬▬ ▬▬▬▬▬▬▬ ▬▬▬ ▬▬▬▬ ▬▬▬▬▬ ▬▬ ▬▬▬ ▬▬▬▬▬ ▬▬▬▬ ▬▬▬ ▬▬▬▬▬ ▬▬ ▬▬▬▬▬▬ ▬▬▬ ▬▬▬▬ ▬▬ ▬▬▬▬▬▬▬ ▬▬▬ ▬▬▬▬ ▬▬▬▬▬ ▬▬ ▬▬▬ ▬▬▬▬▬ ▬▬▬▬ ▬▬▬ ▬▬▬▬▬ ▬▬ ▬▬▬▬▬▬ ▬▬▬ ▬▬▬▬ ▬▬ ▬▬▬▬▬▬▬ <box>410 497 541 673</box>
gas-company: WELLINGTON GAS COMPANY, LIMITED. <box>702 736 790 758</box>
camera-advertisement <box>822 452 1155 933</box>
chaplin: CHARLIE CHAPLIN. <box>851 128 1063 150</box>
white-hart-hotel: WHITE HART HOTEL, CHRISTCHURCH. <box>572 386 662 408</box>
minister-heading: The Minister in Reply. <box>288 674 395 687</box>
divider <box>84 98 204 99</box>
vindicated-heading: OUR SYSTEM VINDICATED. <box>69 350 218 363</box>
two-column-article <box>276 155 541 859</box>
camera-is-an: IS AN <box>931 520 983 543</box>
camera-ad-title: For a Soldier the One Camera <box>839 460 1075 520</box>
column-parliament <box>18 44 270 1622</box>
free-instruction: FREE INSTRUCTION. <box>895 826 1019 841</box>
hotel-ad <box>554 514 680 535</box>
the-soldier: "THE SOLDIER." <box>911 338 1003 351</box>
actors: MR. AND MRS. GRAHAM MOFFAT <box>310 90 507 104</box>
industrial-heading: Not an Industrial Clause. <box>281 605 401 618</box>
parliament-heading: PARLIAMENT <box>24 46 263 78</box>
leviathan-hotel: LEVIATHAN HOTEL <box>575 336 659 347</box>
article-body: ▬▬ ▬▬▬ ▬▬▬▬ ▬▬ ▬▬▬▬▬ ▬▬ ▬▬▬ ▬▬▬▬ ▬▬▬▬▬▬ ▬▬ ▬▬▬ ▬▬ ▬▬▬▬▬ ▬▬▬▬ ▬▬▬ ▬▬▬▬▬ ▬▬ ▬▬▬▬▬▬ ▬▬▬ ▬▬▬▬ ▬▬ ▬▬▬▬▬▬▬ ▬▬▬ ▬▬▬▬ ▬▬▬▬▬ ▬▬ ▬▬▬ ▬▬▬▬▬ ▬▬▬▬ ▬▬▬ ▬▬▬▬▬ ▬▬ ▬▬▬▬▬▬ ▬▬▬ ▬▬▬▬ ▬▬ ▬▬▬▬▬▬▬ ▬▬▬ ▬▬▬▬ ▬▬▬▬▬ ▬▬ ▬▬▬ ▬▬▬▬▬ ▬▬▬▬ ▬▬▬ ▬▬▬▬▬ ▬▬ ▬▬▬▬▬▬ ▬▬▬ ▬▬▬▬ ▬▬ ▬▬▬▬▬▬▬ ▬▬▬ ▬▬▬▬ ▬▬▬▬▬ ▬▬ ▬▬▬ ▬▬▬▬▬ ▬▬▬▬ ▬▬▬ ▬▬▬▬▬ ▬▬ ▬▬▬▬▬▬ <box>822 353 1092 419</box>
ensignette-sub: "ENSIGNETTE," for Pictures <box>878 763 1036 778</box>
